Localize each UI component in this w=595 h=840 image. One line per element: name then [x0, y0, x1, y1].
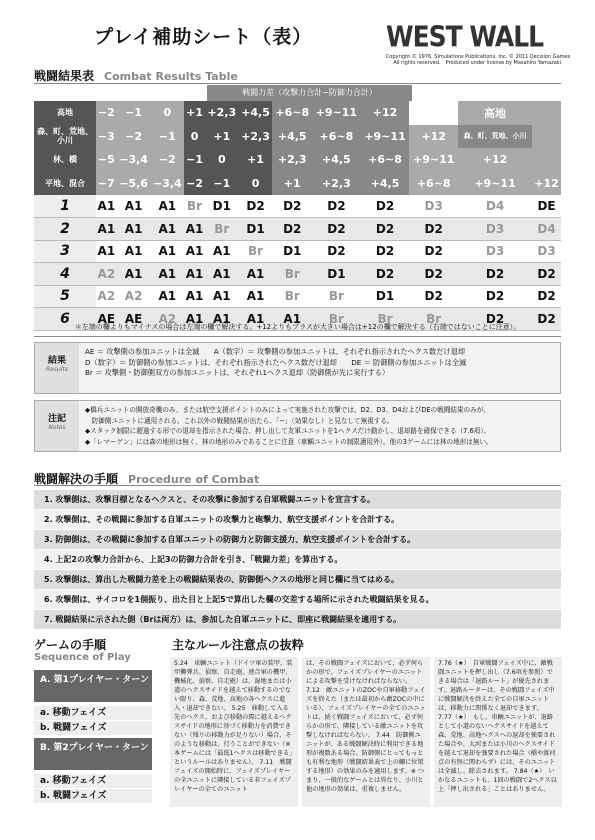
result-cell: A2 [96, 285, 117, 308]
shift-cell: −2 [117, 125, 151, 149]
result-cell: AE [117, 308, 151, 331]
result-cell: DE [532, 195, 561, 218]
result-cell: D2 [312, 240, 361, 263]
result-cell: A2 [96, 263, 117, 286]
shift-cell [409, 101, 458, 125]
result-cell: D1 [361, 285, 410, 308]
procedure-step: 2. 攻撃側は、その戦闘に参加する自軍ユニットの攻撃力と砲撃力、航空支援ポイントを合計する。 [34, 510, 561, 529]
die-roll: 5 [34, 285, 96, 308]
shift-cell: +12 [532, 172, 561, 196]
result-cell: D2 [532, 263, 561, 286]
result-cell: A1 [150, 285, 184, 308]
result-cell: D2 [361, 218, 410, 241]
shift-cell: −3,4 [150, 172, 184, 196]
result-cell: D1 [205, 195, 239, 218]
divider [34, 485, 561, 486]
result-cell: D2 [272, 218, 312, 241]
procedure-step: 3. 防御側は、その戦闘に参加する自軍ユニットの防御力と防御支援力、航空支援ポイントを合計する。 [34, 530, 561, 549]
shift-cell: +4,5 [312, 148, 361, 172]
result-cell: D2 [409, 218, 458, 241]
rules-column: は、その戦闘フェイズにおいて、必ず何らかの形で、フェイズプレイヤーのユニットによる攻撃を受けなければならない。 7.12 敵ユニットのZOCや自軍移動フェイズを終えた（または最初から敵ZOCの中にいる）、フェイズプレイヤーの全てのユニットは、続く戦闘フェイズにおいて、必ず何らかの形で、隣接している敵ユニットを攻撃しなければならない。 7.44 防御側ユニットが、ある戦闘解決時に利用できる地形が複数ある場合、防御側にとってもっとも有利な地形（戦闘結果表で上の欄に位置する地形）の効果のみを適用します。※ つまり、一般的なゲームとは異なり、小川と他の地形の効果は、重複しません。 [302, 657, 430, 807]
result-cell: A1 [96, 240, 117, 263]
result-cell: A1 [239, 308, 273, 331]
result-cell: A1 [272, 308, 312, 331]
terrain-label: 平地、混合 [34, 172, 96, 196]
copyright: Copyright © 1976, Simulations Publications, Inc. © 2011 Decision Games All rights reserved. Produced under license by Masahiro Yamazaki. [385, 54, 571, 66]
terrain-label: 林、橋 [34, 148, 96, 172]
shift-cell: −1 [117, 101, 151, 125]
shift-cell: 0 [150, 101, 184, 125]
shift-cell: +2,3 [239, 125, 273, 149]
note-line: ◆「レマーゲン」には森の地形は無く、林の地形のみであることに注意（車輌ユニットの制限適用外）。他の3ゲームには林の地形は無い。 [85, 437, 493, 446]
sequence-item: B. 第2プレイヤー・ターン [34, 738, 152, 770]
shift-cell: +1 [184, 101, 205, 125]
shift-cell: +12 [361, 101, 410, 125]
sequence-heading: ゲームの手順 [34, 638, 107, 652]
result-cell: A1 [150, 240, 184, 263]
result-cell: Br [205, 218, 239, 241]
result-cell: D2 [312, 218, 361, 241]
result-cell: A1 [96, 218, 117, 241]
divider [34, 83, 561, 84]
result-cell: A2 [117, 285, 151, 308]
result-cell: Br [312, 285, 361, 308]
result-cell: D4 [532, 218, 561, 241]
notes-box: 注記 Notes ◆橋兵ユニットの開放奇襲のみ、または航空支援ポイントのみによって実施された攻撃では、D2、D3、D4およびDEの戦闘結果のみが、 防御側ユニットに適用される。これ以外の戦闘結果が出たら、「−」（効果なし）と見なして無視する。 ◆スタック制限に超過する形での退却を指示された場合、押し出して友軍ユニットを1ヘクスだけ動かし、退却路を確保できる（7.6項）。 ◆「レマーゲン」には森の地形は無く、林の地形のみであることに注意（車輌ユニットの制限適用外）。他の3ゲームには林の地形は無い。 [34, 400, 561, 452]
shift-cell: −5 [96, 148, 117, 172]
rules-heading: 主なルール注意点の抜粋 [172, 638, 304, 652]
note-line: ◆橋兵ユニットの開放奇襲のみ、または航空支援ポイントのみによって実施された攻撃では、D2、D3、D4およびDEの戦闘結果のみが、 [85, 406, 490, 414]
shift-cell: +4,5 [272, 125, 312, 149]
result-cell: D1 [272, 240, 312, 263]
result-cell: Br [184, 195, 205, 218]
result-cell: A1 [117, 195, 151, 218]
procedure-step: 7. 戦闘結果に示された側（Brは両方）は、参加した自軍ユニットに、即座に戦闘結果を適用する。 [34, 610, 561, 629]
procedure-step: 1. 攻撃側は、攻撃目標となるヘクスと、その攻撃に参加する自軍戦闘ユニットを宣言する。 [34, 490, 561, 509]
result-cell: A1 [205, 308, 239, 331]
shift-cell: +12 [409, 125, 458, 149]
result-cell: D2 [272, 195, 312, 218]
shift-cell: +1 [272, 172, 312, 196]
shift-cell: +1 [205, 125, 239, 149]
result-cell: D2 [312, 195, 361, 218]
result-cell: A1 [117, 263, 151, 286]
result-cell: D2 [361, 195, 410, 218]
result-cell: A1 [184, 263, 205, 286]
shift-cell: 0 [184, 125, 205, 149]
shift-cell: −1 [184, 148, 205, 172]
shift-cell: −5,6 [117, 172, 151, 196]
result-cell: AE [96, 308, 117, 331]
shift-cell: +1 [239, 148, 273, 172]
result-cell: D2 [532, 285, 561, 308]
sequence-item: b. 戦闘フェイズ [34, 789, 152, 803]
result-cell: A1 [184, 308, 205, 331]
die-roll: 4 [34, 263, 96, 286]
shift-cell: +12 [458, 148, 532, 172]
game-logo: WEST WALL [386, 19, 544, 54]
shift-cell [532, 101, 561, 125]
result-cell: D3 [409, 195, 458, 218]
crt-column-header: 戦闘力差（攻撃力合計−防御力合計） [207, 85, 412, 101]
result-cell: A1 [117, 240, 151, 263]
shift-cell: 高地 [458, 101, 532, 125]
shift-cell [532, 148, 561, 172]
procedure-step: 5. 攻撃側は、算出した戦闘力差を上の戦闘結果表の、防御側ヘクスの地形と同じ欄に当てはめる。 [34, 570, 561, 589]
result-cell: D3 [532, 240, 561, 263]
result-cell: A1 [150, 195, 184, 218]
result-cell: A1 [239, 263, 273, 286]
sequence-item: A. 第1プレイヤー・ターン [34, 670, 152, 702]
result-cell: A2 [150, 308, 184, 331]
result-cell: Br [272, 285, 312, 308]
shift-cell: +9~11 [409, 148, 458, 172]
result-cell: A1 [150, 218, 184, 241]
result-cell: A1 [184, 218, 205, 241]
shift-cell: −1 [205, 172, 239, 196]
sequence-heading-en: Sequence of Play [34, 652, 131, 663]
result-cell: D2 [409, 263, 458, 286]
result-cell: Br [239, 240, 273, 263]
sequence-item: a. 移動フェイズ [34, 706, 152, 720]
terrain-label: 高地 [34, 101, 96, 125]
die-roll: 3 [34, 240, 96, 263]
result-cell: D2 [532, 308, 561, 331]
note-line: ◆スタック制限に超過する形での退却を指示された場合、押し出して友軍ユニットを1ヘクスだけ動かし、退却路を確保できる（7.6項）。 [85, 427, 491, 435]
shift-cell: −2 [150, 148, 184, 172]
result-cell: A1 [184, 285, 205, 308]
result-cell: D2 [458, 263, 532, 286]
sequence-item: a. 移動フェイズ [34, 774, 152, 788]
shift-cell: 森、町、荒地、小川 [458, 125, 532, 149]
result-cell: D3 [458, 218, 532, 241]
shift-cell: +4,5 [239, 101, 273, 125]
result-cell: A1 [239, 285, 273, 308]
shift-cell: +6~8 [272, 101, 312, 125]
result-cell: D2 [458, 308, 532, 331]
results-legend: 結果 Results AE ＝ 攻撃側の参加ユニットは全滅 A（数字）＝ 攻撃側の参加ユニットは、それぞれ指示されたヘクス数だけ退却 D（数字）＝ 防御側の参加ユニットは、それぞれ指示されたヘクス数だけ退却 DE ＝ 防御側の参加ユニットは全滅 Br ＝ 攻撃側・防御側双方の参加ユニットは、それぞれ1ヘクス退却（防御側が先に実行する） [34, 342, 561, 394]
shift-cell: −1 [150, 125, 184, 149]
shift-cell: −2 [184, 172, 205, 196]
shift-cell: +2,3 [312, 172, 361, 196]
die-roll: 6 [34, 308, 96, 331]
result-cell: A1 [117, 218, 151, 241]
result-cell: D2 [409, 285, 458, 308]
procedure-step: 6. 攻撃側は、サイコロを1個振り、出た目と上記5で算出した欄の交差する場所に示された戦闘結果を見る。 [34, 590, 561, 609]
result-cell: D2 [361, 263, 410, 286]
shift-cell [532, 125, 561, 149]
rules-column: 5.24 車輌ユニット（ドイツ軍の装甲、装甲擲弾兵、偵察、自走砲、連合軍の機甲、機械化、偵察、自走砲）は、湿地または小道のヘクスサイドを越えて移動するのでない限り、森、荒地、高地の各ヘクスに進入・退却できない。 5.25 移動して入る先のヘクス、および移動の際に越えるヘクスサイドの地形に基づく移動力を消費できない（残りの移動力が足りない）場合、そのような移動は、行うことができない（※ 本ゲームには「最低1ヘクスは移動できる」というルールはありません）。 7.11 戦闘フェイズの開始時に、フェイズプレイヤーの全ユニットに隣接している非フェイズプレイヤーの全てのユニット [170, 657, 298, 807]
shift-cell: +2,3 [205, 101, 239, 125]
terrain-label: 森、町、荒地、小川 [34, 125, 96, 149]
die-roll: 2 [34, 218, 96, 241]
shift-cell: +6~8 [409, 172, 458, 196]
shift-cell: −3,4 [117, 148, 151, 172]
sequence-item: b. 戦闘フェイズ [34, 721, 152, 735]
result-cell: Br [409, 308, 458, 331]
result-cell: D2 [239, 195, 273, 218]
result-cell: D1 [239, 218, 273, 241]
result-cell: A1 [96, 195, 117, 218]
result-cell: D2 [458, 285, 532, 308]
result-cell: A1 [150, 263, 184, 286]
shift-cell: 0 [205, 148, 239, 172]
result-cell: D3 [458, 240, 532, 263]
combat-results-table [34, 101, 561, 331]
shift-cell: +6~8 [361, 148, 410, 172]
results-line: D（数字）＝ 防御側の参加ユニットは、それぞれ指示されたヘクス数だけ退却 DE ＝ 防御側の参加ユニットは全滅 [85, 357, 467, 367]
rules-column: 7.76（★） 自軍戦闘フェイズ中に、敵戦闘ユニットを押し出し（7.6項を参照）できる場合は「退路ルート」が優先されます。退路ルーターは、その戦闘フェイズ中に戦闘解決を終えた全ての自軍ユニットは、移動力に関係なく退却できます。 7.77（★） もし、車輌ユニットが、退路として小道のないヘクスサイドを越えて森、荒地、高地へクスへの退却を強要された場合や、大河または小川のヘクスサイドを越えて退却を強要された場合（橋や渡河点の有無に関わらず）には、そのユニットは全滅し、除去されます。 7.84（★） いかなるユニットも、1回の戦闘で2ヘクス以上「押し出される」ことはありません。 [434, 657, 562, 807]
results-line: AE ＝ 攻撃側の参加ユニットは全滅 A（数字）＝ 攻撃側の参加ユニットは、それぞれ指示されたヘクス数だけ退却 [85, 347, 465, 356]
result-cell: D1 [312, 263, 361, 286]
result-cell: D4 [458, 195, 532, 218]
result-cell: D2 [409, 240, 458, 263]
result-cell: A1 [205, 285, 239, 308]
procedure-heading: 戦闘解決の手順 Procedure of Combat [34, 472, 260, 486]
crt-heading: 戦闘結果表 Combat Results Table [34, 69, 238, 83]
results-line: Br ＝ 攻撃側・防御側双方の参加ユニットは、それぞれ1ヘクス退却（防御側が先に実行する） [85, 368, 390, 377]
shift-cell: −2 [96, 101, 117, 125]
shift-cell: +2,3 [272, 148, 312, 172]
shift-cell: 0 [239, 172, 273, 196]
die-roll: 1 [34, 195, 96, 218]
procedure-step: 4. 上記2の攻撃力合計から、上記3の防御力合計を引き、「戦闘力差」を算出する。 [34, 550, 561, 569]
result-cell: Br [272, 263, 312, 286]
shift-cell: +4,5 [361, 172, 410, 196]
note-line: 防御側ユニットに適用される。これ以外の戦闘結果が出たら、「−」（効果なし）と見なして無視する。 [85, 416, 394, 425]
result-cell: Br [361, 308, 410, 331]
result-cell: A1 [205, 240, 239, 263]
result-cell: A1 [205, 263, 239, 286]
shift-cell: −7 [96, 172, 117, 196]
shift-cell: +6~8 [312, 125, 361, 149]
result-cell: Br [312, 308, 361, 331]
shift-cell: −3 [96, 125, 117, 149]
result-cell: D2 [361, 240, 410, 263]
shift-cell: +9~11 [312, 101, 361, 125]
page-title: プレイ補助シート（表） [94, 26, 313, 48]
result-cell: A1 [184, 240, 205, 263]
crt-note: ＊左端の欄よりもマイナスの場合は左端の欄で解決する。+12よりもプラスが大きい場合は+12の欄で解決する（右端ではないことに注意）。 [34, 322, 561, 337]
shift-cell: +9~11 [361, 125, 410, 149]
shift-cell: +9~11 [458, 172, 532, 196]
